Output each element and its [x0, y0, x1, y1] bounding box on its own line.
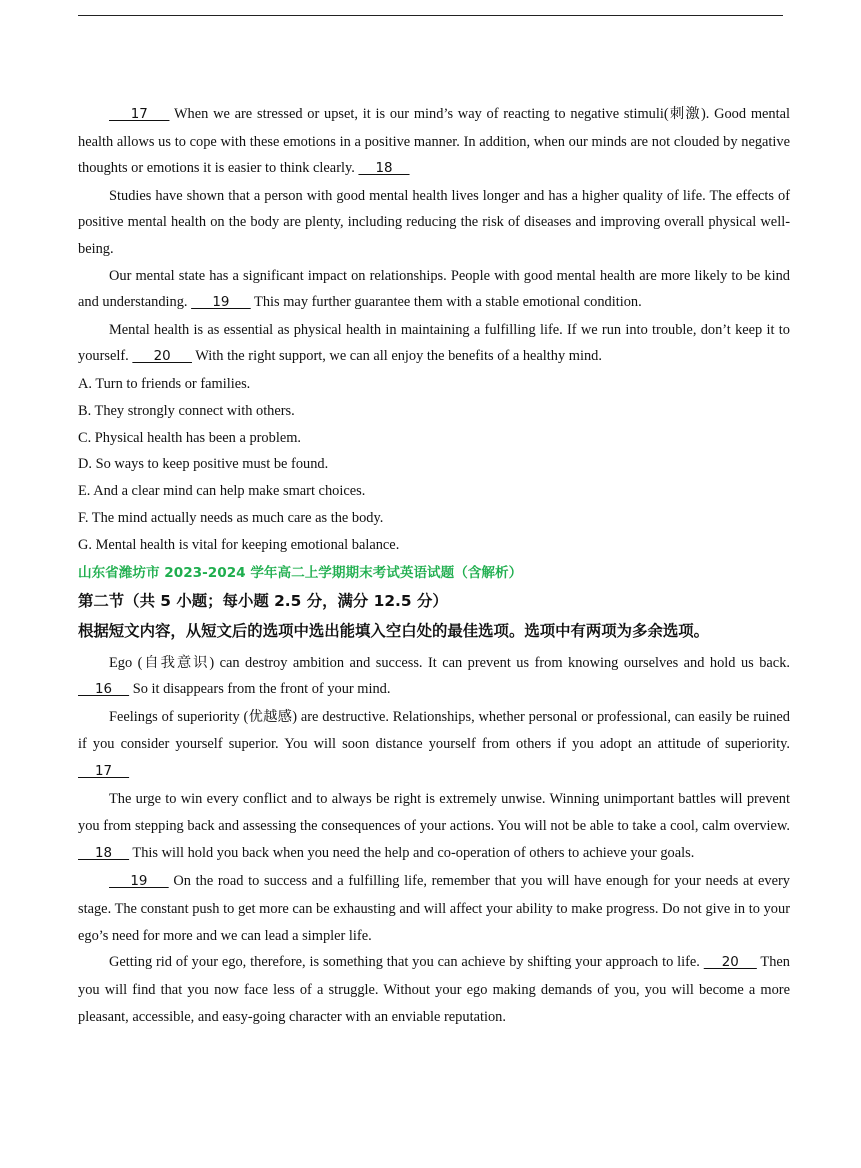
header-rule: [78, 15, 783, 16]
option-b: B. They strongly connect with others.: [78, 402, 295, 419]
paragraph-text: This will hold you back when you need the help and co-operation of others to achieve your goals.: [129, 844, 695, 861]
blank-20: 20: [132, 349, 192, 365]
option-e: E. And a clear mind can help make smart choices.: [78, 483, 366, 500]
blank-18: 18: [358, 161, 410, 177]
paragraph-text: This may further guarantee them with a stable emotional condition.: [250, 294, 642, 311]
blank-19: 19: [109, 873, 169, 889]
passage1-paragraph-2: Studies have shown that a person with good mental health lives longer and has a higher quality of life. The effects of positive mental health on the body are plenty, including reducing the risk of diseases and improving overall physical well-being.: [78, 187, 790, 257]
blank-17: 17: [78, 764, 130, 780]
paragraph-text: Feelings of superiority (优越感) are destructive. Relationships, whether personal or professional, can easily be ruined if you consider yourself superior. You will soon distance yourself from others if you adopt an attitude of superiority.: [78, 709, 790, 753]
instruction-text: 根据短文内容，从短文后的选项中选出能填入空白处的最佳选项。选项中有两项为多余选项。: [78, 621, 710, 640]
option-g: G. Mental health is vital for keeping emotional balance.: [78, 536, 400, 553]
passage2-paragraph-4: [78, 868, 790, 950]
passage2-paragraph-5: [78, 949, 790, 1031]
option-list: [78, 371, 790, 559]
paragraph-text: Our mental state has a significant impact on relationships. People with good mental health are more likely to be kind and understanding.: [78, 267, 790, 311]
paragraph-text: With the right support, we can all enjoy the benefits of a healthy mind.: [191, 348, 602, 365]
paragraph-text: Getting rid of your ego, therefore, is something that you can achieve by shifting your approach to life.: [109, 954, 704, 971]
blank-17: 17: [109, 107, 170, 122]
passage1-paragraph-1: [78, 101, 790, 183]
blank-20: 20: [703, 955, 757, 971]
blank-16: 16: [78, 682, 130, 698]
document-body: [78, 101, 790, 1031]
option-f: F. The mind actually needs as much care as the body.: [78, 509, 384, 526]
passage2-paragraph-2: [78, 704, 790, 786]
paragraph-text: On the road to success and a fulfilling life, remember that you will have enough for your needs at every stage. The constant push to get more can be exhausting and will affect your ability to make progress. Do not give in to your ego’s need for more and we can lead a simpler life.: [78, 872, 790, 944]
option-a: A. Turn to friends or families.: [78, 375, 251, 392]
paragraph-text: The urge to win every conflict and to always be right is extremely unwise. Winning unimportant battles will prevent you from stepping back and assessing the consequences of your actions. You will not be able to take a cool, calm overview.: [78, 791, 790, 834]
paragraph-text: When we are stressed or upset, it is our mind’s way of reacting to negative stimuli(刺激). Good mental health allows us to cope with these emotions in a positive manner. In addition, when our minds are not clouded by negative thoughts or emotions it is easier to think clearly.: [78, 106, 791, 177]
passage2-paragraph-1: [78, 650, 790, 705]
paragraph-text: So it disappears from the front of your mind.: [129, 681, 391, 698]
paragraph-text: Ego (自我意识) can destroy ambition and success. It can prevent us from knowing ourselves and hold us back.: [109, 654, 790, 671]
source-title: 山东省潍坊市 2023-2024 学年高二上学期期末考试英语试题（含解析）: [78, 564, 523, 581]
blank-19: 19: [191, 295, 251, 311]
blank-18: 18: [78, 845, 130, 861]
option-c: C. Physical health has been a problem.: [78, 429, 301, 446]
section-heading: 第二节（共 5 小题；每小题 2.5 分，满分 12.5 分）: [78, 591, 448, 610]
passage2-paragraph-3: [78, 786, 790, 868]
paragraph-text: Then you will find that you now face less of a struggle. Without your ego making demands of you, you will become a more pleasant, accessible, and easy-going character with an enviable reputation.: [78, 954, 790, 1026]
passage1-paragraph-3: [78, 263, 790, 317]
paragraph-text: Mental health is as essential as physical health in maintaining a fulfilling life. If we run into trouble, don’t keep it to yourself.: [78, 321, 790, 365]
option-d: D. So ways to keep positive must be found.: [78, 456, 329, 473]
passage1-paragraph-4: [78, 317, 790, 371]
